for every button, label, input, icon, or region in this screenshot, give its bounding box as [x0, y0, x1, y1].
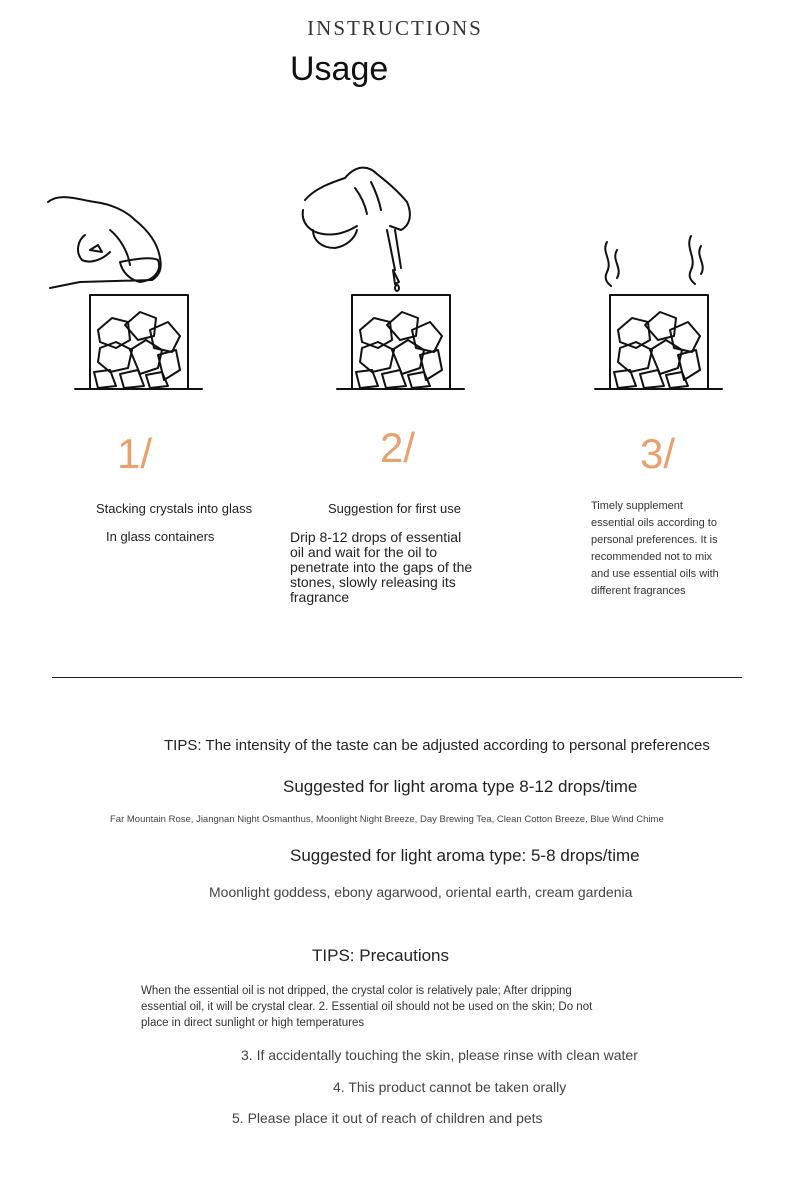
step-2-description: Drip 8-12 drops of essential oil and wait for the oil to penetrate into the gaps of the stones, slowly releasing its fragrance	[290, 529, 473, 605]
step-2-caption: Suggestion for first use	[328, 501, 461, 516]
page-title: Usage	[290, 50, 389, 88]
step-number-3: 3/	[640, 430, 676, 477]
precaution-3: 3. If accidentally touching the skin, please rinse with clean water	[241, 1047, 638, 1063]
tip-light-aroma-8-12-list: Far Mountain Rose, Jiangnan Night Osmanthus, Moonlight Night Breeze, Day Brewing Tea, Clean Cotton Breeze, Blue Wind Chime	[110, 814, 664, 825]
step-1-subcaption: In glass containers	[106, 529, 215, 544]
tip-light-aroma-5-8: Suggested for light aroma type: 5-8 drops/time	[290, 846, 640, 865]
step-1-caption: Stacking crystals into glass	[96, 501, 253, 516]
step-number-2: 2/	[380, 424, 416, 471]
precautions-title: TIPS: Precautions	[312, 946, 450, 965]
precaution-1-2: When the essential oil is not dripped, the crystal color is relatively pale; After dripping essential oil, it will be crystal clear. 2. Essential oil should not be used on the skin; Do not place in direct sunlight or high temperatures	[141, 985, 593, 1029]
tip-light-aroma-5-8-list: Moonlight goddess, ebony agarwood, oriental earth, cream gardenia	[209, 884, 633, 900]
hand-placing-crystal-illustration	[40, 190, 210, 400]
tip-light-aroma-8-12: Suggested for light aroma type 8-12 drops/time	[283, 777, 638, 796]
step-number-1: 1/	[117, 430, 153, 477]
precaution-5: 5. Please place it out of reach of children and pets	[232, 1110, 543, 1126]
aroma-diffusing-illustration	[595, 230, 725, 400]
hand-dropper-illustration	[295, 160, 475, 400]
precaution-4: 4. This product cannot be taken orally	[333, 1079, 567, 1095]
tip-intensity: TIPS: The intensity of the taste can be adjusted according to personal preferences	[164, 737, 710, 754]
step-3-description: Timely supplement essential oils according to personal preferences. It is recommended not to mix and use essential oils with different fragrances	[591, 500, 719, 597]
section-divider	[52, 677, 742, 678]
header-kicker: INSTRUCTIONS	[307, 16, 483, 40]
